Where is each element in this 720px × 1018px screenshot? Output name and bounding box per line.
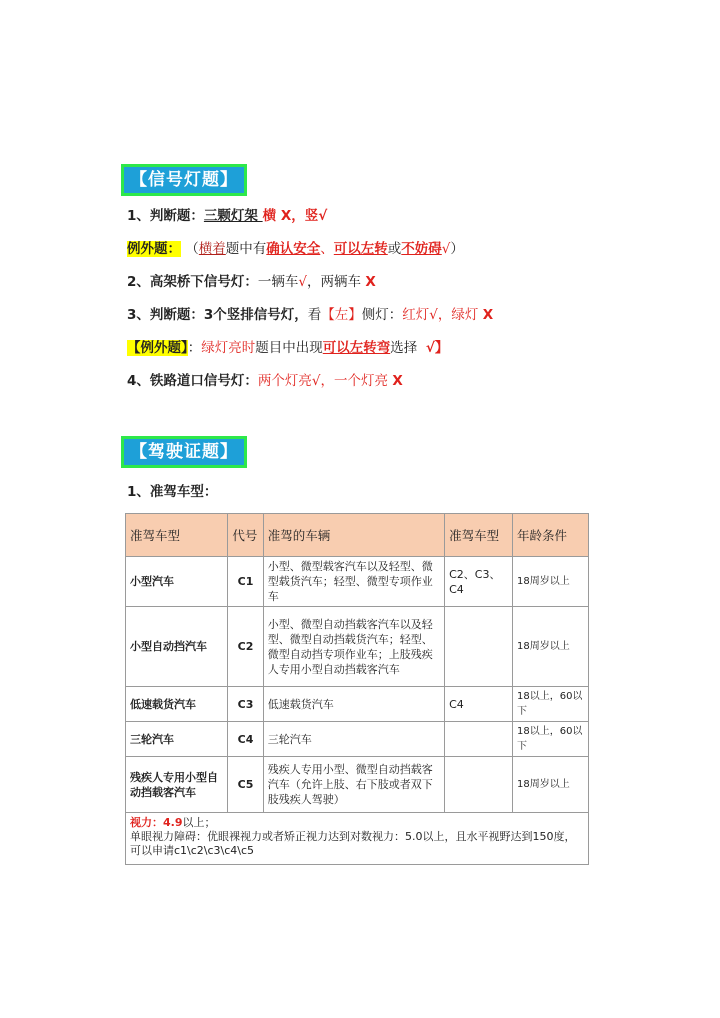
item-3-lights: 红灯√，绿灯 [402, 307, 479, 323]
cell-age: 18周岁以上 [512, 607, 588, 687]
cell-age: 18周岁以上 [512, 757, 588, 813]
item-4-one-light: √，一个灯亮 [311, 373, 389, 389]
cell-code: C3 [228, 687, 263, 722]
item-1 [127, 206, 327, 226]
vision-value: 4.9 [163, 816, 183, 829]
item-2-two-cars: ，两辆车 [307, 274, 362, 290]
cell-vehicles: 小型、微型自动挡载客汽车以及轻型、微型自动挡载货汽车；轻型、微型自动挡专项作业车；上肢残疾人专用小型自动挡载客汽车 [263, 607, 444, 687]
item-3-side: 侧灯： [361, 307, 403, 323]
item-2-check: √ [298, 274, 308, 290]
cell-vehicles: 残疾人专用小型、微型自动挡载客汽车（允许上肢、右下肢或者双下肢残疾人驾驶） [263, 757, 444, 813]
exc-left-turn: 可以左转 [333, 241, 388, 257]
exc-or: 或 [387, 241, 402, 257]
paren-open: （ [185, 241, 199, 257]
header-type: 准驾车型 [126, 514, 228, 557]
table-row [126, 557, 589, 607]
section-title-signal: 【信号灯题】 [121, 164, 247, 196]
exc2-choose: 选择 [390, 340, 418, 356]
item-4-prefix: 4、铁路道口信号灯： [127, 373, 258, 389]
exc2-colon: ： [187, 340, 202, 356]
item-4-two-lights: 两个灯亮 [257, 373, 312, 389]
cell-type: 小型自动挡汽车 [126, 607, 228, 687]
cell-type-2 [445, 722, 513, 757]
section-title-license: 【驾驶证题】 [121, 436, 247, 468]
cell-type-2: C2、C3、C4 [445, 557, 513, 607]
exc-check: √ [441, 241, 451, 257]
cell-code: C4 [228, 722, 263, 757]
item-3 [127, 305, 493, 325]
item-1-horizontal: 横 [262, 208, 277, 224]
exc-confirm: 确认安全 [266, 241, 321, 257]
item-1-underlined: 三颗灯架 [203, 208, 263, 224]
vision-label: 视力： [130, 816, 163, 829]
cell-age: 18周岁以上 [512, 557, 588, 607]
exc-not-hinder: 不妨碍 [401, 241, 442, 257]
vision-tail: 以上； [182, 816, 216, 829]
header-type-2: 准驾车型 [445, 514, 513, 557]
item-1-vertical: ，竖√ [291, 208, 328, 224]
exc2-left-turn: 可以左转弯 [322, 340, 391, 356]
item-4 [127, 371, 403, 391]
note-cell [126, 813, 589, 865]
item-2-prefix: 2、高架桥下信号灯： [127, 274, 258, 290]
cell-type-2 [445, 757, 513, 813]
item-exception-2 [127, 338, 448, 358]
item-3-prefix: 3、判断题：3个竖排信号灯， [127, 307, 308, 323]
item-2 [127, 272, 376, 292]
table-row [126, 607, 589, 687]
vision-note: 单眼视力障碍：优眼裸视力或者矫正视力达到对数视力：5.0以上，且水平视野达到150度，可以申请c1\c2\c3\c4\c5 [130, 830, 576, 857]
cell-age: 18以上，60以下 [512, 722, 588, 757]
item-1-prefix: 1、判断题： [127, 208, 204, 224]
exc2-text: 题目中出现 [255, 340, 323, 356]
cell-vehicles: 三轮汽车 [263, 722, 444, 757]
item-3-left: 【左】 [321, 307, 362, 323]
table-row [126, 722, 589, 757]
cell-type: 小型汽车 [126, 557, 228, 607]
cell-code: C5 [228, 757, 263, 813]
item-3-x-mark: X [482, 307, 494, 323]
header-age: 年龄条件 [512, 514, 588, 557]
item-1-x-mark: X [280, 208, 292, 224]
exc-text: 题中有 [225, 241, 267, 257]
header-vehicles: 准驾的车辆 [263, 514, 444, 557]
item-3-look: 看 [307, 307, 322, 323]
cell-code: C2 [228, 607, 263, 687]
header-code: 代号 [228, 514, 263, 557]
paren-close: ） [450, 241, 464, 257]
exc2-check: √】 [425, 340, 449, 356]
table-row [126, 687, 589, 722]
exception-tag: 例外题： [127, 241, 181, 257]
table-note-row [126, 813, 589, 865]
table-header-row [126, 514, 589, 557]
cell-type-2 [445, 607, 513, 687]
cell-type: 残疾人专用小型自动挡载客汽车 [126, 757, 228, 813]
cell-age: 18以上，60以下 [512, 687, 588, 722]
exc2-green: 绿灯亮时 [201, 340, 256, 356]
exc-hengzhe: 横着 [198, 241, 226, 257]
cell-vehicles: 低速载货汽车 [263, 687, 444, 722]
exception-tag-2: 【例外题】 [127, 340, 188, 356]
table-row [126, 757, 589, 813]
item-exception [127, 239, 464, 259]
cell-type-2: C4 [445, 687, 513, 722]
cell-code: C1 [228, 557, 263, 607]
item-2-x-mark: X [365, 274, 376, 290]
cell-type: 三轮汽车 [126, 722, 228, 757]
license-table [125, 513, 589, 865]
exc-sep: 、 [320, 241, 334, 257]
item-4-x-mark: X [392, 373, 403, 389]
cell-type: 低速载货汽车 [126, 687, 228, 722]
item-2-one-car: 一辆车 [257, 274, 299, 290]
subtitle-license-type: 1、准驾车型： [127, 484, 218, 500]
cell-vehicles: 小型、微型载客汽车以及轻型、微型载货汽车；轻型、微型专项作业车 [263, 557, 444, 607]
